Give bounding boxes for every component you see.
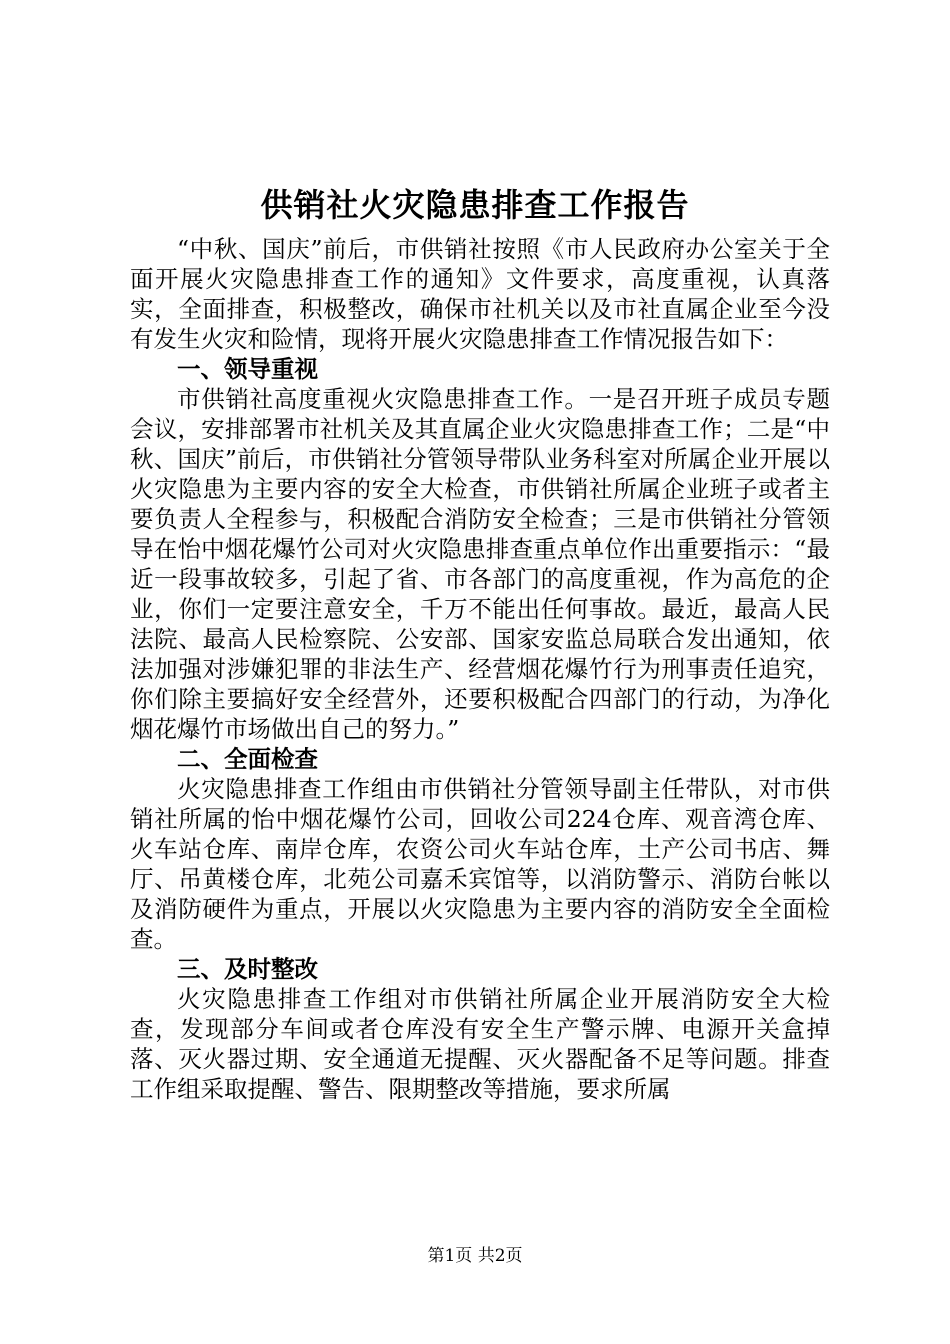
- document-body: [130, 234, 830, 1104]
- section-paragraph-rectification: 火灾隐患排查工作组对市供销社所属企业开展消防安全大检查，发现部分车间或者仓库没有安全生产警示牌、电源开关盒掉落、灭火器过期、安全通道无提醒、灭火器配备不足等问题。排查工作组采取提醒、警告、限期整改等措施，要求所属: [130, 985, 830, 1103]
- section-paragraph-leadership: 市供销社高度重视火灾隐患排查工作。一是召开班子成员专题会议，安排部署市社机关及其直属企业火灾隐患排查工作；二是“中秋、国庆”前后，市供销社分管领导带队业务科室对所属企业开展以火灾隐患为主要内容的安全大检查，市供销社所属企业班子或者主要负责人全程参与，积极配合消防安全检查；三是市供销社分管领导在怡中烟花爆竹公司对火灾隐患排查重点单位作出重要指示：“最近一段事故较多，引起了省、市各部门的高度重视，作为高危的企业，你们一定要注意安全，千万不能出任何事故。最近，最高人民法院、最高人民检察院、公安部、国家安监总局联合发出通知，依法加强对涉嫌犯罪的非法生产、经营烟花爆竹行为刑事责任追究，你们除主要搞好安全经营外，还要积极配合四部门的行动，为净化烟花爆竹市场做出自己的努力。”: [130, 385, 830, 743]
- section-heading-inspection: 二、全面检查: [177, 745, 318, 773]
- page-number-footer: 第1页 共2页: [427, 1246, 523, 1266]
- section-heading-leadership: 一、领导重视: [177, 355, 318, 383]
- intro-paragraph: “中秋、国庆”前后，市供销社按照《市人民政府办公室关于全面开展火灾隐患排查工作的通知》文件要求，高度重视，认真落实，全面排查，积极整改，确保市社机关以及市社直属企业至今没有发生火灾和险情，现将开展火灾隐患排查工作情况报告如下：: [130, 235, 830, 353]
- document-title: 供销社火灾隐患排查工作报告: [260, 186, 690, 224]
- section-heading-rectification: 三、及时整改: [177, 955, 318, 983]
- section-paragraph-inspection: 火灾隐患排查工作组由市供销社分管领导副主任带队，对市供销社所属的怡中烟花爆竹公司，回收公司224仓库、观音湾仓库、火车站仓库、南岸仓库，农资公司火车站仓库，土产公司书店、舞厅、吊黄楼仓库，北苑公司嘉禾宾馆等，以消防警示、消防台帐以及消防硬件为重点，开展以火灾隐患为主要内容的消防安全全面检查。: [130, 775, 830, 953]
